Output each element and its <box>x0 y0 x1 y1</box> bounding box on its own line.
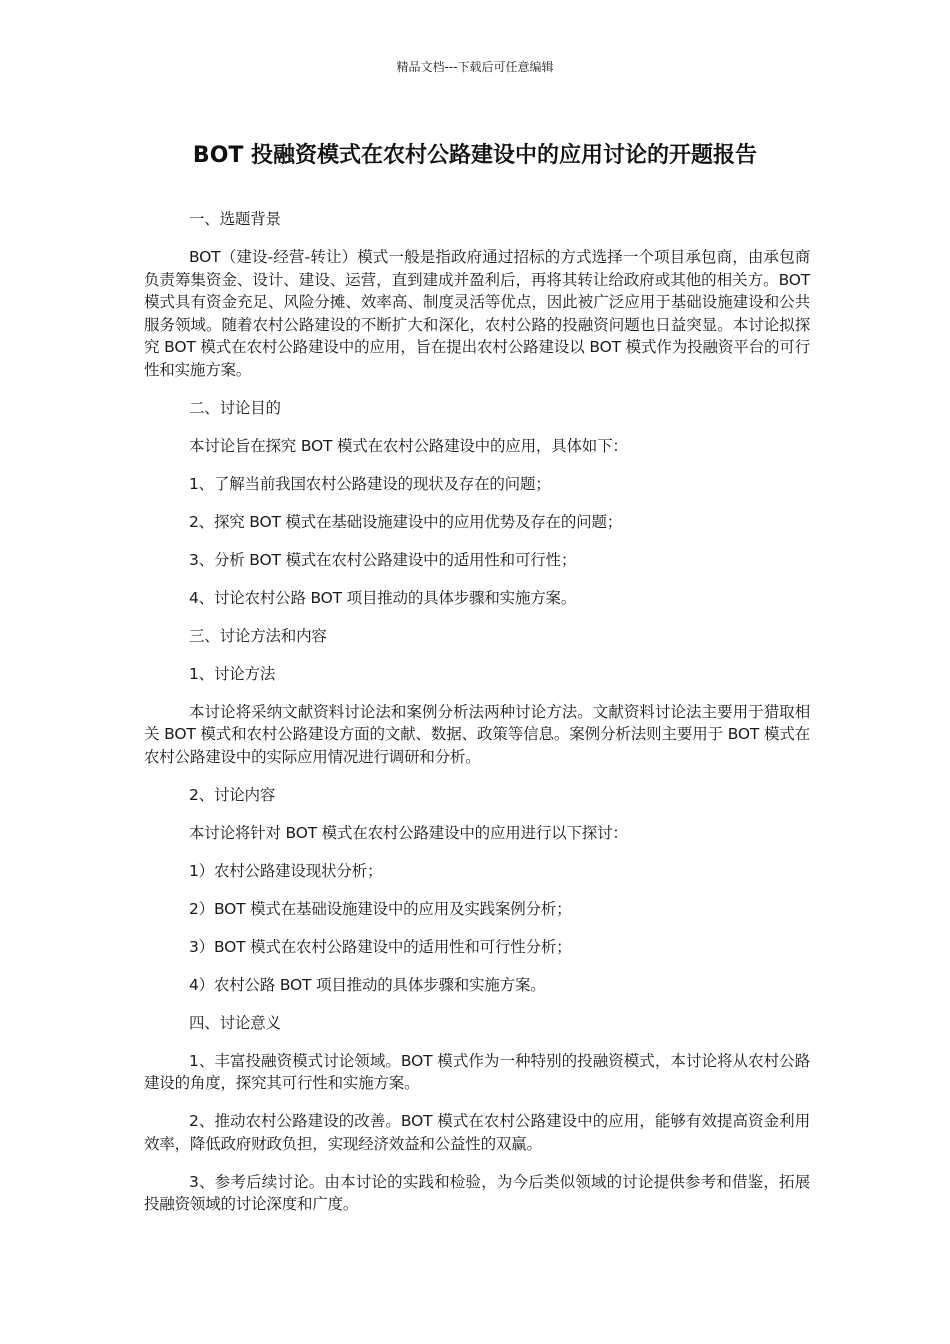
section-heading-background: 一、选题背景 <box>189 210 281 228</box>
section-heading-method-content: 三、讨论方法和内容 <box>189 626 327 645</box>
significance-item-1: 1、丰富投融资模式讨论领域。BOT 模式作为一种特别的投融资模式，本讨论将从农村公路建设的角度，探究其可行性和实施方案。 <box>144 1051 810 1092</box>
document-title: BOT 投融资模式在农村公路建设中的应用讨论的开题报告 <box>192 143 758 168</box>
paragraph-background: BOT（建设-经营-转让）模式一般是指政府通过招标的方式选择一个项目承包商，由承包商负责筹集资金、设计、建设、运营，直到建成并盈利后，再将其转让给政府或其他的相关方。BOT 模式具有资金充足、风险分摊、效率高、制度灵活等优点，因此被广泛应用于基础设施建设和公共服务领域。随着农村公路建设的不断扩大和深化，农村公路的投融资问题也日益突显。本讨论拟探究 BOT 模式在农村公路建设中的应用，旨在提出农村公路建设以 BOT 模式作为投融资平台的可行性和实施方案。 <box>144 248 810 379</box>
purpose-item-1: 1、了解当前我国农村公路建设的现状及存在的问题； <box>189 474 551 493</box>
section-heading-significance: 四、讨论意义 <box>189 1013 281 1032</box>
subheading-method: 1、讨论方法 <box>189 664 276 683</box>
significance-item-3: 3、参考后续讨论。由本讨论的实践和检验，为今后类似领域的讨论提供参考和借鉴，拓展投融资领域的讨论深度和广度。 <box>144 1172 810 1213</box>
purpose-item-4: 4、讨论农村公路 BOT 项目推动的具体步骤和实施方案。 <box>189 588 577 607</box>
significance-item-2: 2、推动农村公路建设的改善。BOT 模式在农村公路建设中的应用，能够有效提高资金利用效率，降低政府财政负担，实现经济效益和公益性的双赢。 <box>144 1112 810 1153</box>
paragraph-method: 本讨论将采纳文献资料讨论法和案例分析法两种讨论方法。文献资料讨论法主要用于猎取相关 BOT 模式和农村公路建设方面的文献、数据、政策等信息。案例分析法则主要用于 BOT 模式在农村公路建设中的实际应用情况进行调研和分析。 <box>144 702 810 766</box>
purpose-item-2: 2、探究 BOT 模式在基础设施建设中的应用优势及存在的问题； <box>189 512 623 531</box>
page-header-note: 精品文档---下载后可任意编辑 <box>396 60 554 74</box>
document-body <box>144 208 810 1216</box>
content-item-4: 4）农村公路 BOT 项目推动的具体步骤和实施方案。 <box>189 975 546 994</box>
section-heading-purpose: 二、讨论目的 <box>189 398 281 417</box>
content-item-3: 3）BOT 模式在农村公路建设中的适用性和可行性分析； <box>189 937 572 956</box>
subheading-content: 2、讨论内容 <box>189 785 276 804</box>
content-item-2: 2）BOT 模式在基础设施建设中的应用及实践案例分析； <box>189 899 572 918</box>
paragraph-purpose-intro: 本讨论旨在探究 BOT 模式在农村公路建设中的应用，具体如下： <box>189 436 628 455</box>
paragraph-content-intro: 本讨论将针对 BOT 模式在农村公路建设中的应用进行以下探讨： <box>189 823 628 842</box>
purpose-item-3: 3、分析 BOT 模式在农村公路建设中的适用性和可行性； <box>189 550 577 569</box>
content-item-1: 1）农村公路建设现状分析； <box>189 861 383 880</box>
